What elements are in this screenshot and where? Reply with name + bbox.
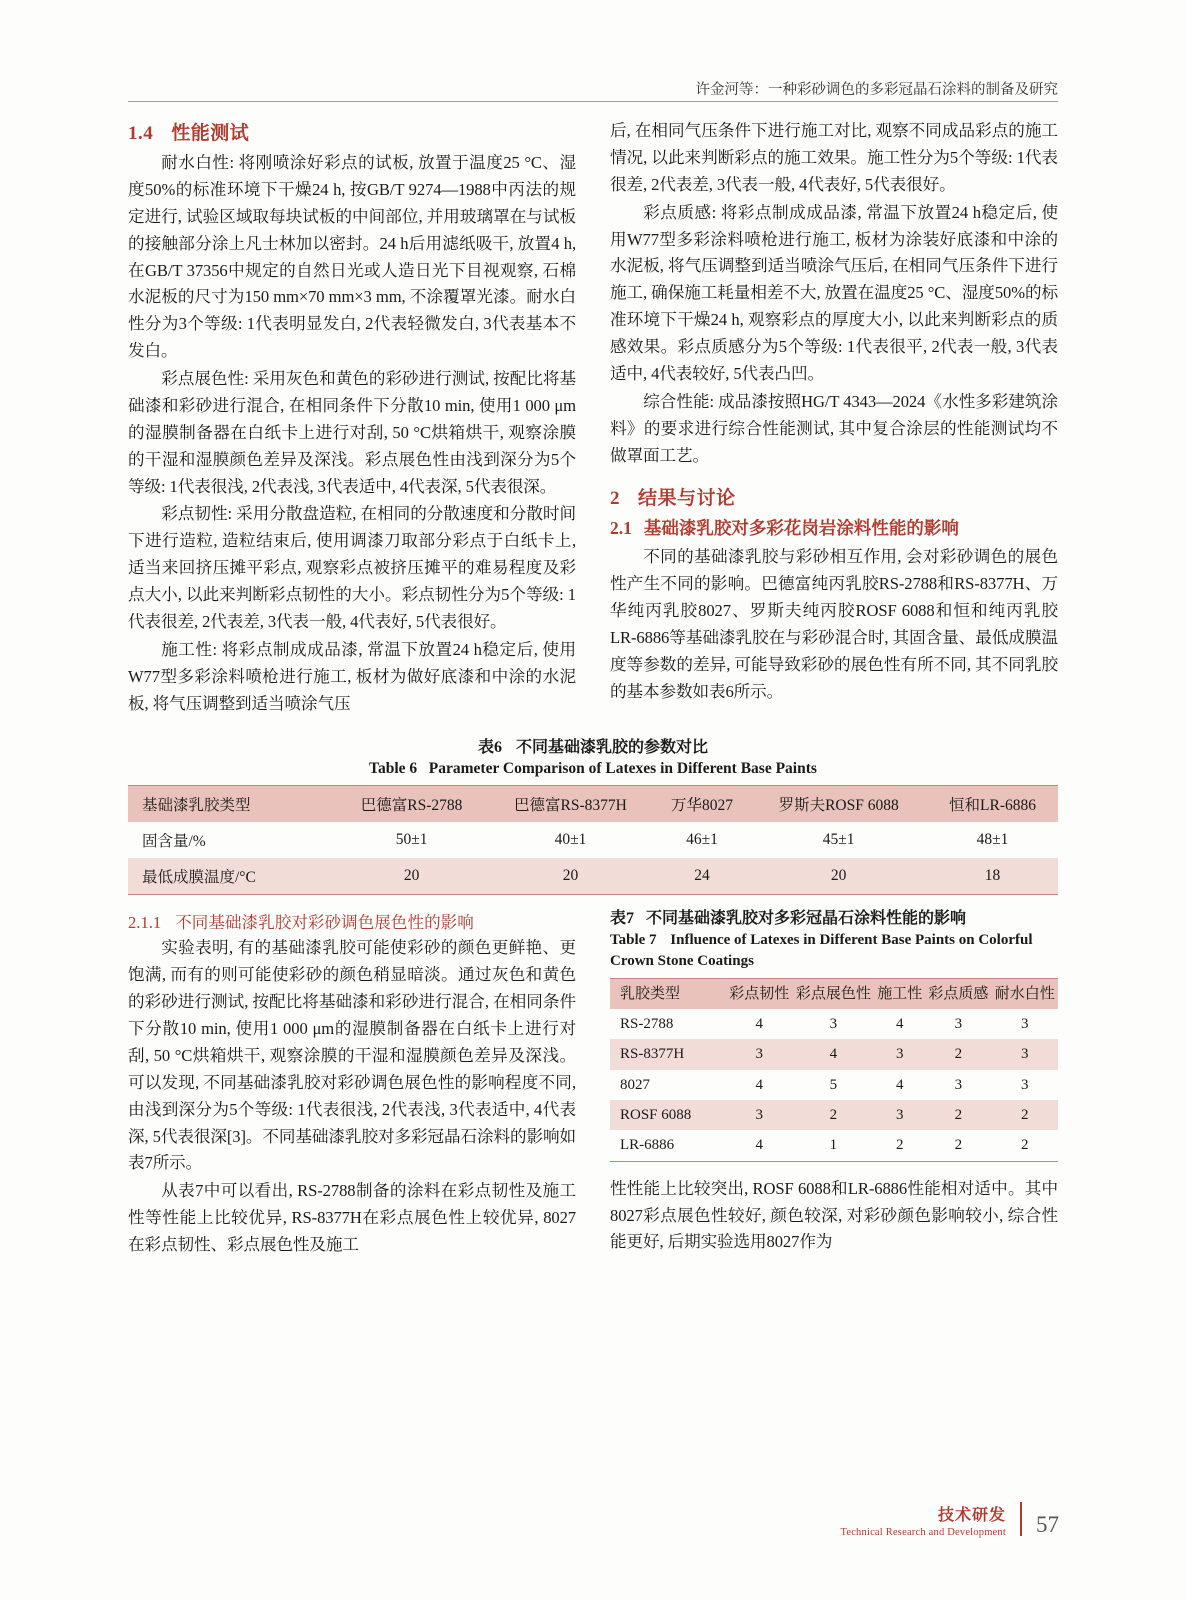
table7-cell: 8027	[620, 1076, 650, 1093]
page-content	[128, 118, 1058, 1260]
table7-caption-en: Influence of Latexes in Different Base Paints on Colorful Crown Stone Coatings	[610, 932, 1033, 969]
table7-cell: 2	[992, 1100, 1058, 1130]
table7-cell: 4	[896, 1076, 904, 1093]
paragraph-water-whitening: 耐水白性: 将刚喷涂好彩点的试板, 放置于温度25 °C、湿度50%的标准环境下干燥24 h, 按GB/T 9274—1988中丙法的规定进行, 试验区域取每块试板的中间部位, 并用玻璃罩在与试板的接触部分涂上凡士林加以密封。24 h后用滤纸吸干, 放置4 h, 在GB/T 37356中规定的自然日光或人造日光下目视观察, 石棉水泥板的尺寸为150 mm×70 mm×3 mm, 不涂覆罩光漆。耐水白性分为3个等级: 1代表明显发白, 2代表轻微发白, 3代表基本不发白。	[128, 153, 576, 361]
table7-cell: 2	[954, 1137, 963, 1154]
table6-cell: 18	[927, 858, 1058, 894]
section-heading-2-1-1	[128, 909, 576, 933]
table6-cell: 罗斯夫ROSF 6088	[750, 786, 927, 822]
table-row	[128, 858, 1058, 894]
table7-cell: 3	[726, 1039, 792, 1069]
paragraph-constructability: 施工性: 将彩点制成成品漆, 常温下放置24 h稳定后, 使用W77型多彩涂料喷枪进行施工, 板材为做好底漆和中涂的水泥板, 将气压调整到适当喷涂气压	[128, 639, 576, 713]
table7-header-cell: 彩点韧性	[726, 979, 792, 1009]
top-columns	[128, 118, 1058, 718]
table7-cell: LR-6886	[620, 1137, 675, 1154]
table7-cell: 1	[829, 1137, 838, 1154]
table7-cell: ROSF 6088	[610, 1100, 726, 1130]
table7-header-cell: 施工性	[874, 979, 925, 1009]
paragraph-2-1-intro: 不同的基础漆乳胶与彩砂相互作用, 会对彩砂调色的展色性产生不同的影响。巴德富纯丙乳胶RS-2788和RS-8377H、万华纯丙乳胶8027、罗斯夫纯丙胶ROSF 6088和恒和纯丙乳胶LR-6886等基础漆乳胶在与彩砂混合时, 其固含量、最低成膜温度等参数的差异, 可能导致彩砂的展色性有所不同, 其不同乳胶的基本参数如表6所示。	[610, 547, 1058, 701]
table6-cell: 基础漆乳胶类型	[128, 786, 336, 822]
table7-cell: 4	[755, 1137, 763, 1154]
table7-cell: 4	[792, 1039, 874, 1069]
table7-cell: 3	[954, 1076, 963, 1093]
table7-label-cn: 表7	[610, 910, 635, 928]
table7-cell: 3	[992, 1039, 1058, 1069]
table7-cell: 2	[1021, 1137, 1029, 1154]
table6-cell: 46±1	[686, 831, 718, 849]
table-row	[610, 1009, 1058, 1039]
table6	[128, 786, 1058, 894]
paragraph-toughness: 彩点韧性: 采用分散盘造粒, 在相同的分散速度和分散时间下进行造粒, 造粒结束后, 使用调漆刀取部分彩点于白纸卡上, 适当来回挤压摊平彩点, 观察彩点被挤压摊平的难易程度及彩点大小, 以此来判断彩点韧性的大小。彩点韧性分为5个等级: 1代表很差, 2代表差, 3代表一般, 4代表好, 5代表很好。	[128, 504, 576, 631]
table7-cell: 4	[755, 1016, 763, 1033]
section-title: 结果与讨论	[638, 488, 736, 510]
running-header: 许金河等：一种彩砂调色的多彩冠晶石涂料的制备及研究	[695, 82, 1058, 98]
right-column-top	[610, 118, 1058, 707]
section-heading-2-1	[610, 515, 1058, 540]
paragraph-texture: 彩点质感: 将彩点制成成品漆, 常温下放置24 h稳定后, 使用W77型多彩涂料喷枪进行施工, 板材为涂装好底漆和中涂的水泥板, 将气压调整到适当喷涂气压后, 在相同气压条件下进行施工, 确保施工耗量相差不大, 放置在温度25 °C、湿度50%的标准环境下干燥24 h, 观察彩点的厚度大小, 以此来判断彩点的质感效果。彩点质感分为5个等级: 1代表很平, 2代表一般, 3代表适中, 4代表较好, 5代表凸凹。	[610, 202, 1058, 383]
table-row	[128, 786, 1058, 822]
table6-cell: 20	[336, 858, 487, 894]
table7	[610, 979, 1058, 1161]
table6-cell: 巴德富RS-2788	[336, 786, 487, 822]
table7-wrapper	[610, 978, 1058, 1162]
table7-cell: 2	[896, 1137, 904, 1154]
table-row	[610, 1070, 1058, 1100]
table7-cell: 5	[829, 1076, 838, 1093]
paragraph-2-1-1-body: 实验表明, 有的基础漆乳胶可能使彩砂的颜色更鲜艳、更饱满, 而有的则可能使彩砂的颜色稍显暗淡。通过灰色和黄色的彩砂进行测试, 按配比将基础漆和彩砂进行混合, 在相同条件下分散10 min, 使用1 000 μm的湿膜制备器在白纸卡上进行对刮, 50 °C烘箱烘干, 观察涂膜的干湿和湿膜颜色差异及深浅。可以发现, 不同基础漆乳胶对彩砂调色展色性的影响程度不同, 由浅到深分为5个等级: 1代表很浅, 2代表浅, 3代表适中, 4代表深, 5代表很深[3]。不同基础漆乳胶对多彩冠晶石涂料的影响如表7所示。	[128, 938, 576, 1173]
table6-cell: 40±1	[554, 831, 587, 849]
table6-caption-en: Parameter Comparison of Latexes in Different Base Paints	[428, 760, 817, 778]
table-row	[610, 1130, 1058, 1160]
right-column-bottom	[610, 905, 1058, 1257]
table7-cell: 4	[896, 1016, 904, 1033]
table7-cell: 3	[1021, 1016, 1029, 1033]
table-row	[610, 1039, 1058, 1069]
table6-cell: 恒和LR-6886	[927, 786, 1058, 822]
table7-cell: 3	[954, 1016, 963, 1033]
section-number: 2	[610, 488, 620, 510]
section-heading-2	[610, 483, 1058, 510]
paragraph-table7-discussion-cont: 性性能上比较突出, ROSF 6088和LR-6886性能相对适中。其中8027彩点展色性较好, 颜色较深, 对彩砂颜色影响较小, 综合性能更好, 后期实验选用8027作为	[610, 1178, 1058, 1252]
section-number: 2.1.1	[128, 913, 162, 933]
table6-cell: 45±1	[822, 831, 855, 849]
table6-cell: 20	[750, 858, 927, 894]
paragraph-color-development: 彩点展色性: 采用灰色和黄色的彩砂进行测试, 按配比将基础漆和彩砂进行混合, 在相同条件下分散10 min, 使用1 000 μm的湿膜制备器在白纸卡上进行对刮, 50 °C烘箱烘干, 观察涂膜的干湿和湿膜颜色差异及深浅。彩点展色性由浅到深分为5个等级: 1代表很浅, 2代表浅, 3代表适中, 4代表深, 5代表很深。	[128, 369, 576, 496]
table6-cell: 最低成膜温度/°C	[128, 858, 336, 894]
table7-cell: 2	[792, 1100, 874, 1130]
table7-cell: 2	[925, 1100, 991, 1130]
bottom-columns	[128, 905, 1058, 1260]
table6-cell: 万华8027	[654, 786, 751, 822]
table7-cell: 3	[726, 1100, 792, 1130]
table6-title-en	[128, 760, 1058, 778]
table7-cell: 4	[755, 1076, 763, 1093]
table-row	[128, 822, 1058, 858]
table7-label-en: Table 7	[610, 932, 657, 949]
header-divider	[128, 101, 1058, 102]
left-column-bottom	[128, 905, 576, 1260]
table6-cell: 50±1	[395, 831, 428, 849]
table7-cell: 3	[874, 1039, 925, 1069]
table-row	[610, 1100, 1058, 1130]
table7-cell: 2	[925, 1039, 991, 1069]
table7-header-cell: 乳胶类型	[610, 979, 726, 1009]
paragraph-constructability-cont: 后, 在相同气压条件下进行施工对比, 观察不同成品彩点的施工情况, 以此来判断彩点的施工效果。施工性分为5个等级: 1代表很差, 2代表差, 3代表一般, 4代表好, 5代表很好。	[610, 121, 1058, 194]
table7-title-en	[610, 930, 1058, 971]
table6-cell: 24	[654, 858, 751, 894]
table7-header-cell: 耐水白性	[992, 979, 1058, 1009]
table7-header-cell: 彩点质感	[925, 979, 991, 1009]
table7-cell: 3	[874, 1100, 925, 1130]
table7-cell: RS-8377H	[610, 1039, 726, 1069]
paragraph-overall-performance: 综合性能: 成品漆按照HG/T 4343—2024《水性多彩建筑涂料》的要求进行综合性能测试, 其中复合涂层的性能测试均不做罩面工艺。	[610, 391, 1058, 465]
footer-brand-cn: 技术研发	[937, 1507, 1006, 1524]
section-number: 2.1	[610, 518, 632, 539]
section-heading-1-4	[128, 118, 576, 145]
table6-cell: 20	[487, 858, 654, 894]
footer-brand-en: Technical Research and Development	[840, 1527, 1006, 1538]
table6-title-cn	[128, 734, 1058, 757]
table7-caption-cn: 不同基础漆乳胶对多彩冠晶石涂料性能的影响	[646, 910, 967, 928]
table6-block	[128, 734, 1058, 895]
page-number: 57	[1036, 1512, 1059, 1537]
footer-divider	[1020, 1502, 1022, 1536]
section-title: 不同基础漆乳胶对彩砂调色展色性的影响	[175, 913, 474, 933]
table7-cell: 3	[829, 1016, 838, 1033]
section-title: 性能测试	[171, 123, 250, 144]
table6-label-cn: 表6	[477, 739, 502, 757]
table6-label-en: Table 6	[369, 760, 418, 778]
table6-caption-cn: 不同基础漆乳胶的参数对比	[516, 739, 709, 757]
table7-title-cn	[610, 905, 1058, 928]
table-row	[610, 979, 1058, 1009]
table6-cell: 巴德富RS-8377H	[487, 786, 654, 822]
section-title: 基础漆乳胶对多彩花岗岩涂料性能的影响	[643, 518, 959, 539]
table6-wrapper	[128, 785, 1058, 895]
left-column-top	[128, 118, 576, 718]
table6-cell: 固含量/%	[142, 833, 206, 851]
paragraph-table7-discussion: 从表7中可以看出, RS-2788制备的涂料在彩点韧性及施工性等性能上比较优异, RS-8377H在彩点展色性上较优异, 8027在彩点韧性、彩点展色性及施工	[128, 1181, 576, 1254]
page-footer	[840, 1502, 1059, 1538]
table7-cell: 3	[1021, 1076, 1029, 1093]
table7-header-cell: 彩点展色性	[792, 979, 874, 1009]
table7-cell: RS-2788	[620, 1016, 674, 1033]
section-number: 1.4	[128, 123, 154, 144]
table6-cell: 48±1	[976, 831, 1009, 849]
